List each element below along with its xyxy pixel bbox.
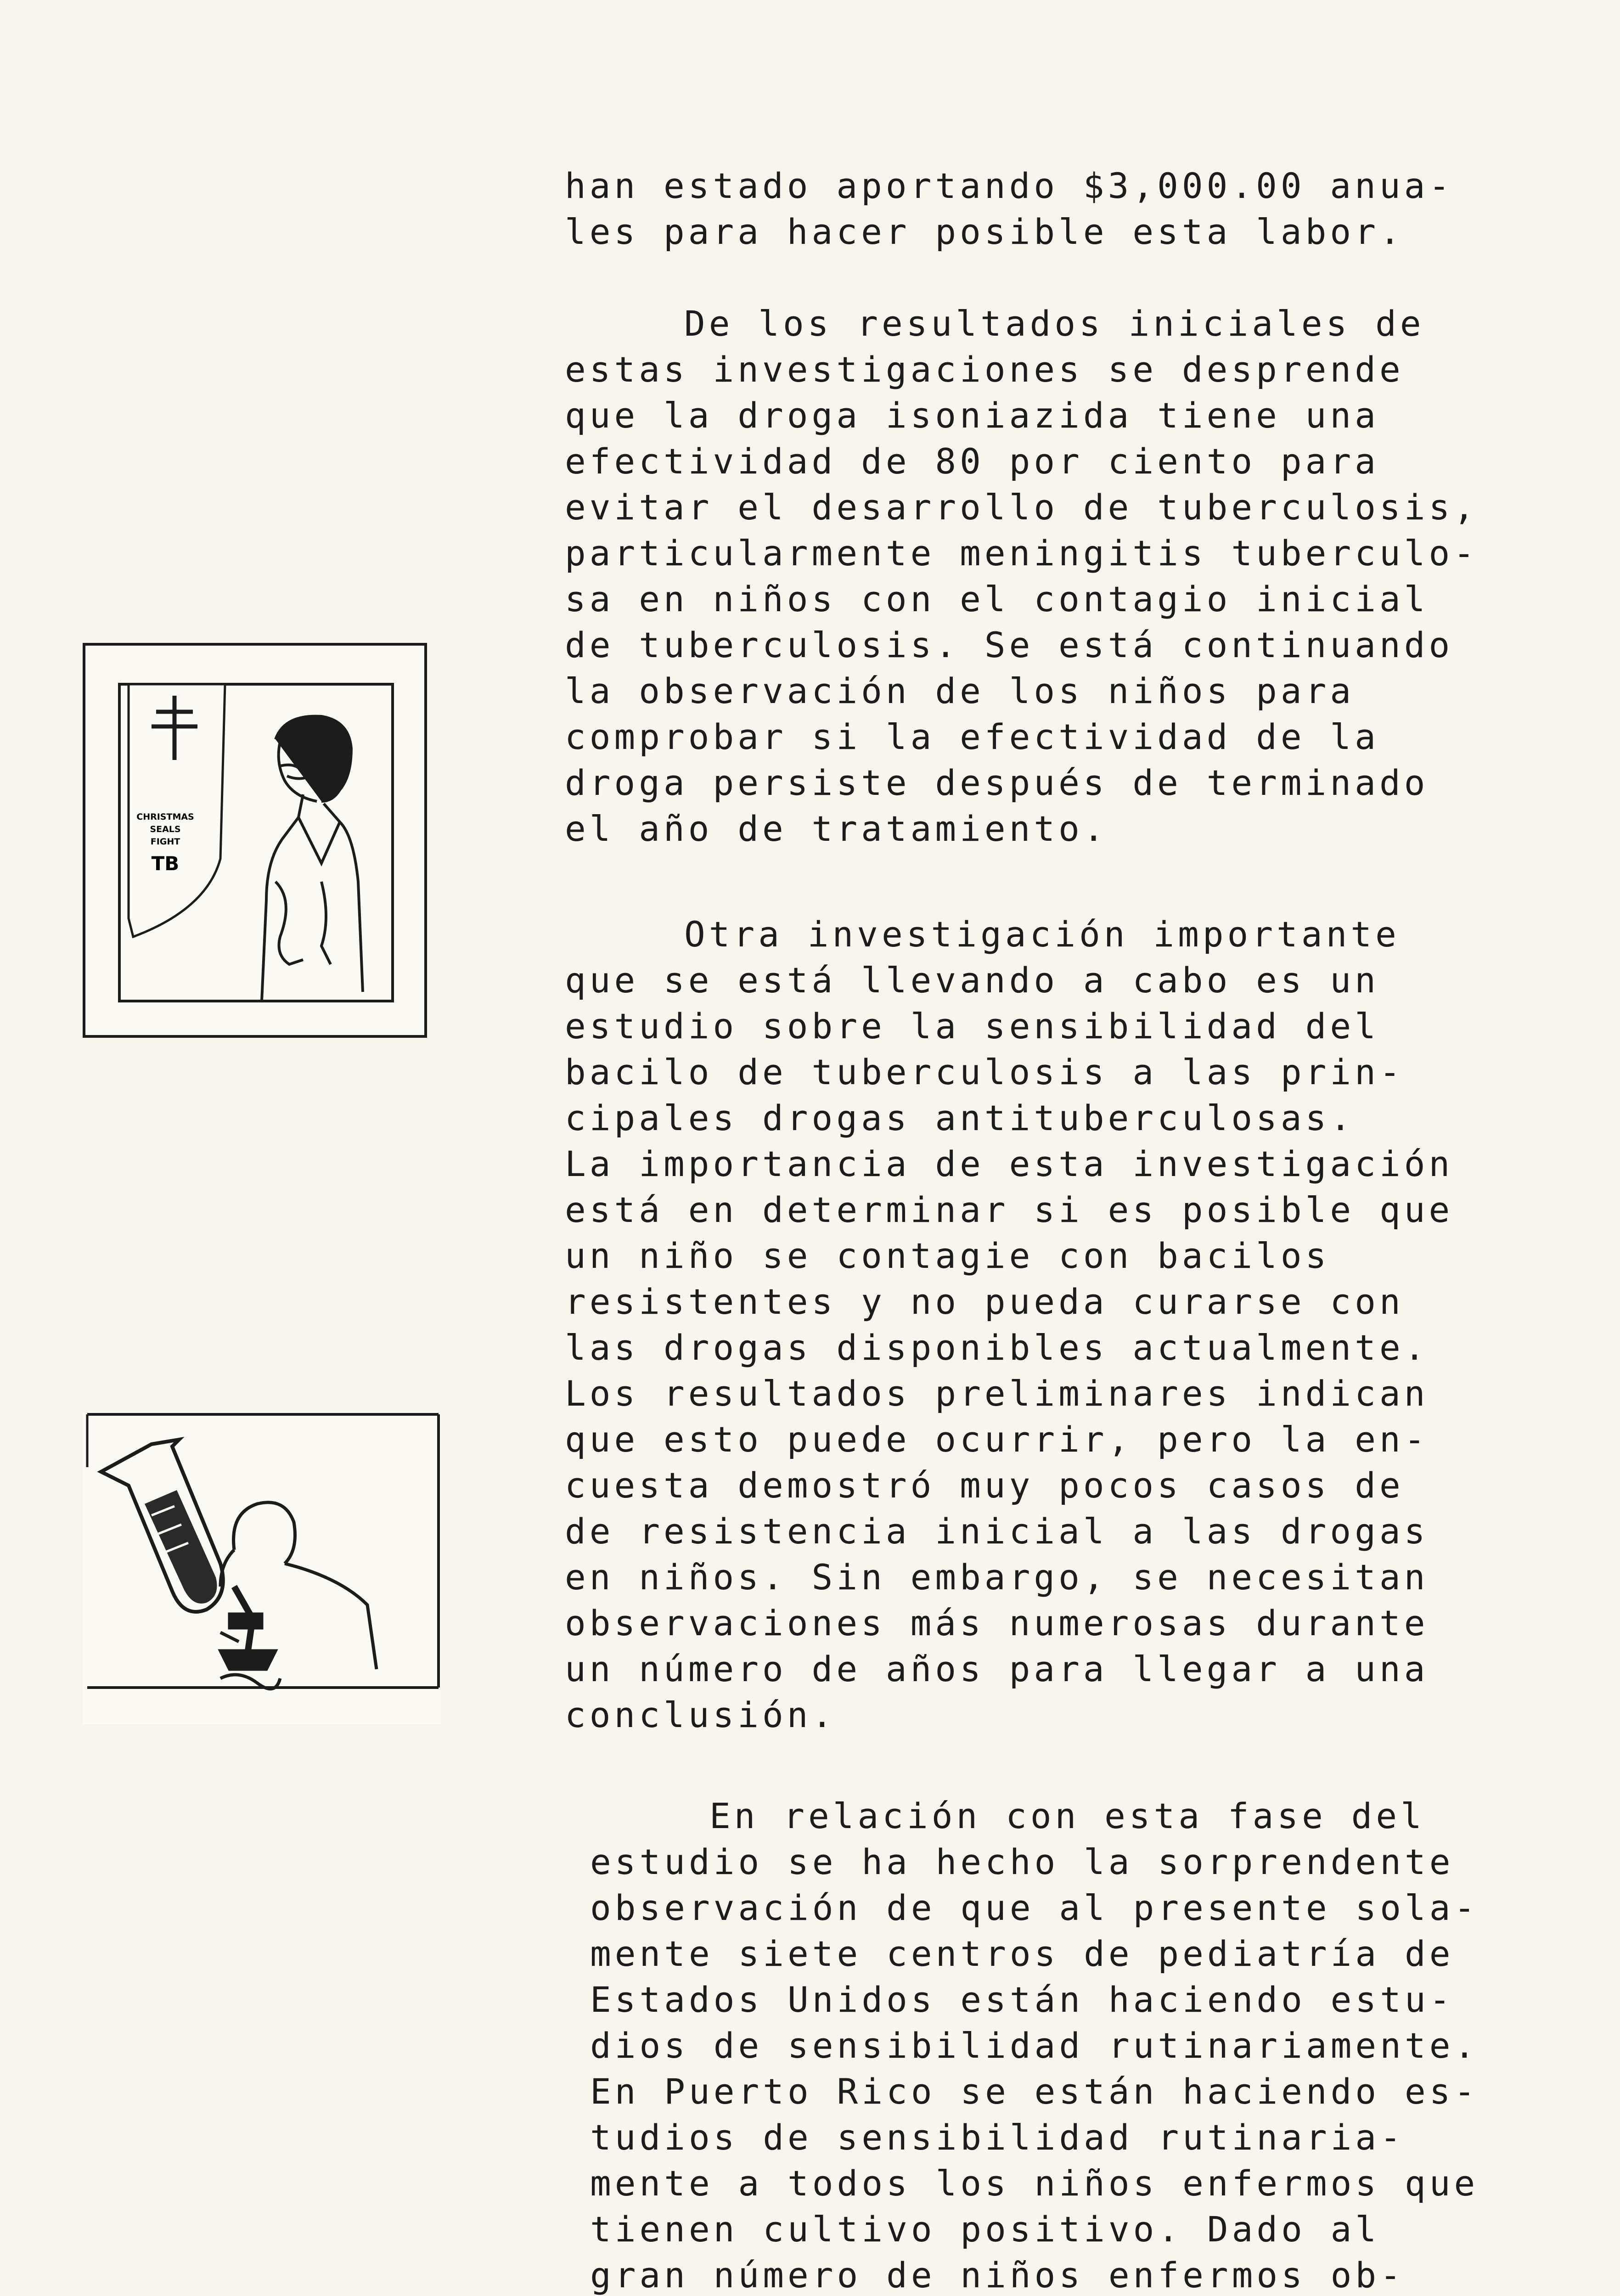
body-text-line: estudio sobre la sensibilidad del bbox=[565, 1006, 1379, 1047]
body-text-line: tienen cultivo positivo. Dado al bbox=[590, 2209, 1380, 2250]
body-text-line: que la droga isoniazida tiene una bbox=[565, 395, 1379, 436]
body-text-line: han estado aportando $3,000.00 anua- bbox=[565, 165, 1454, 206]
body-text-line: cipales drogas antituberculosas. bbox=[565, 1097, 1355, 1138]
body-text-line: La importancia de esta investigación bbox=[565, 1143, 1454, 1184]
body-text-line: dios de sensibilidad rutinariamente. bbox=[590, 2025, 1479, 2066]
body-text-line: En Puerto Rico se están haciendo es- bbox=[590, 2071, 1479, 2112]
body-text-line: está en determinar si es posible que bbox=[565, 1189, 1454, 1230]
body-text-line: tudios de sensibilidad rutinaria- bbox=[590, 2117, 1405, 2158]
body-text-line: estas investigaciones se desprende bbox=[565, 349, 1404, 390]
body-text-line: un número de años para llegar a una bbox=[565, 1649, 1429, 1689]
body-text-line: la observación de los niños para bbox=[565, 670, 1355, 711]
body-text-line: de tuberculosis. Se está continuando bbox=[565, 625, 1454, 665]
body-text-line: bacilo de tuberculosis a las prin- bbox=[565, 1052, 1404, 1092]
test-tube-icon bbox=[101, 1440, 223, 1612]
body-text-line: gran número de niños enfermos ob- bbox=[590, 2255, 1405, 2296]
body-text-line: comprobar si la efectividad de la bbox=[565, 716, 1379, 757]
body-text-line: estudio se ha hecho la sorprendente bbox=[590, 1841, 1454, 1882]
body-text-line: mente a todos los niños enfermos que bbox=[590, 2163, 1479, 2204]
body-text-line: de resistencia inicial a las drogas bbox=[565, 1511, 1429, 1552]
body-text-line: que se está llevando a cabo es un bbox=[565, 960, 1379, 1001]
body-text-line: cuesta demostró muy pocos casos de bbox=[565, 1465, 1404, 1506]
body-text-line: efectividad de 80 por ciento para bbox=[565, 441, 1379, 482]
body-text-line: mente siete centros de pediatría de bbox=[590, 1933, 1454, 1974]
body-text-line: un niño se contagie con bacilos bbox=[565, 1235, 1330, 1276]
body-text-line: las drogas disponibles actualmente. bbox=[565, 1327, 1429, 1368]
shield-label: CHRISTMAS bbox=[136, 812, 194, 822]
body-text-line: evitar el desarrollo de tuberculosis, bbox=[565, 487, 1478, 528]
laboratory-illustration bbox=[83, 1412, 441, 1724]
body-text-line: en niños. Sin embargo, se necesitan bbox=[565, 1557, 1429, 1598]
body-text-line: el año de tratamiento. bbox=[565, 808, 1108, 849]
shield-label: FIGHT bbox=[150, 837, 180, 847]
scientist-with-microscope bbox=[220, 1503, 377, 1689]
body-text-line: Otra investigación importante bbox=[684, 914, 1400, 955]
body-text-line: observación de que al presente sola- bbox=[590, 1887, 1479, 1928]
body-text-line: que esto puede ocurrir, pero la en- bbox=[565, 1419, 1429, 1460]
body-text-line: droga persiste después de terminado bbox=[565, 762, 1429, 803]
body-text-line: De los resultados iniciales de bbox=[684, 303, 1425, 344]
body-text-line: resistentes y no pueda curarse con bbox=[565, 1281, 1404, 1322]
shield-label: SEALS bbox=[150, 824, 181, 834]
body-text-line: conclusión. bbox=[565, 1694, 837, 1735]
body-text-line: particularmente meningitis tuberculo- bbox=[565, 533, 1478, 574]
christmas-seals-illustration bbox=[83, 643, 427, 1038]
body-text-line: les para hacer posible esta labor. bbox=[565, 211, 1404, 252]
shield-label: TB bbox=[151, 852, 180, 875]
body-text-line: Los resultados preliminares indican bbox=[565, 1373, 1429, 1414]
body-text-line: En relación con esta fase del bbox=[709, 1795, 1425, 1836]
body-text-line: Estados Unidos están haciendo estu- bbox=[590, 1979, 1454, 2020]
body-text-line: observaciones más numerosas durante bbox=[565, 1603, 1429, 1643]
man-figure bbox=[262, 716, 363, 1001]
body-text-line: sa en niños con el contagio inicial bbox=[565, 579, 1429, 619]
